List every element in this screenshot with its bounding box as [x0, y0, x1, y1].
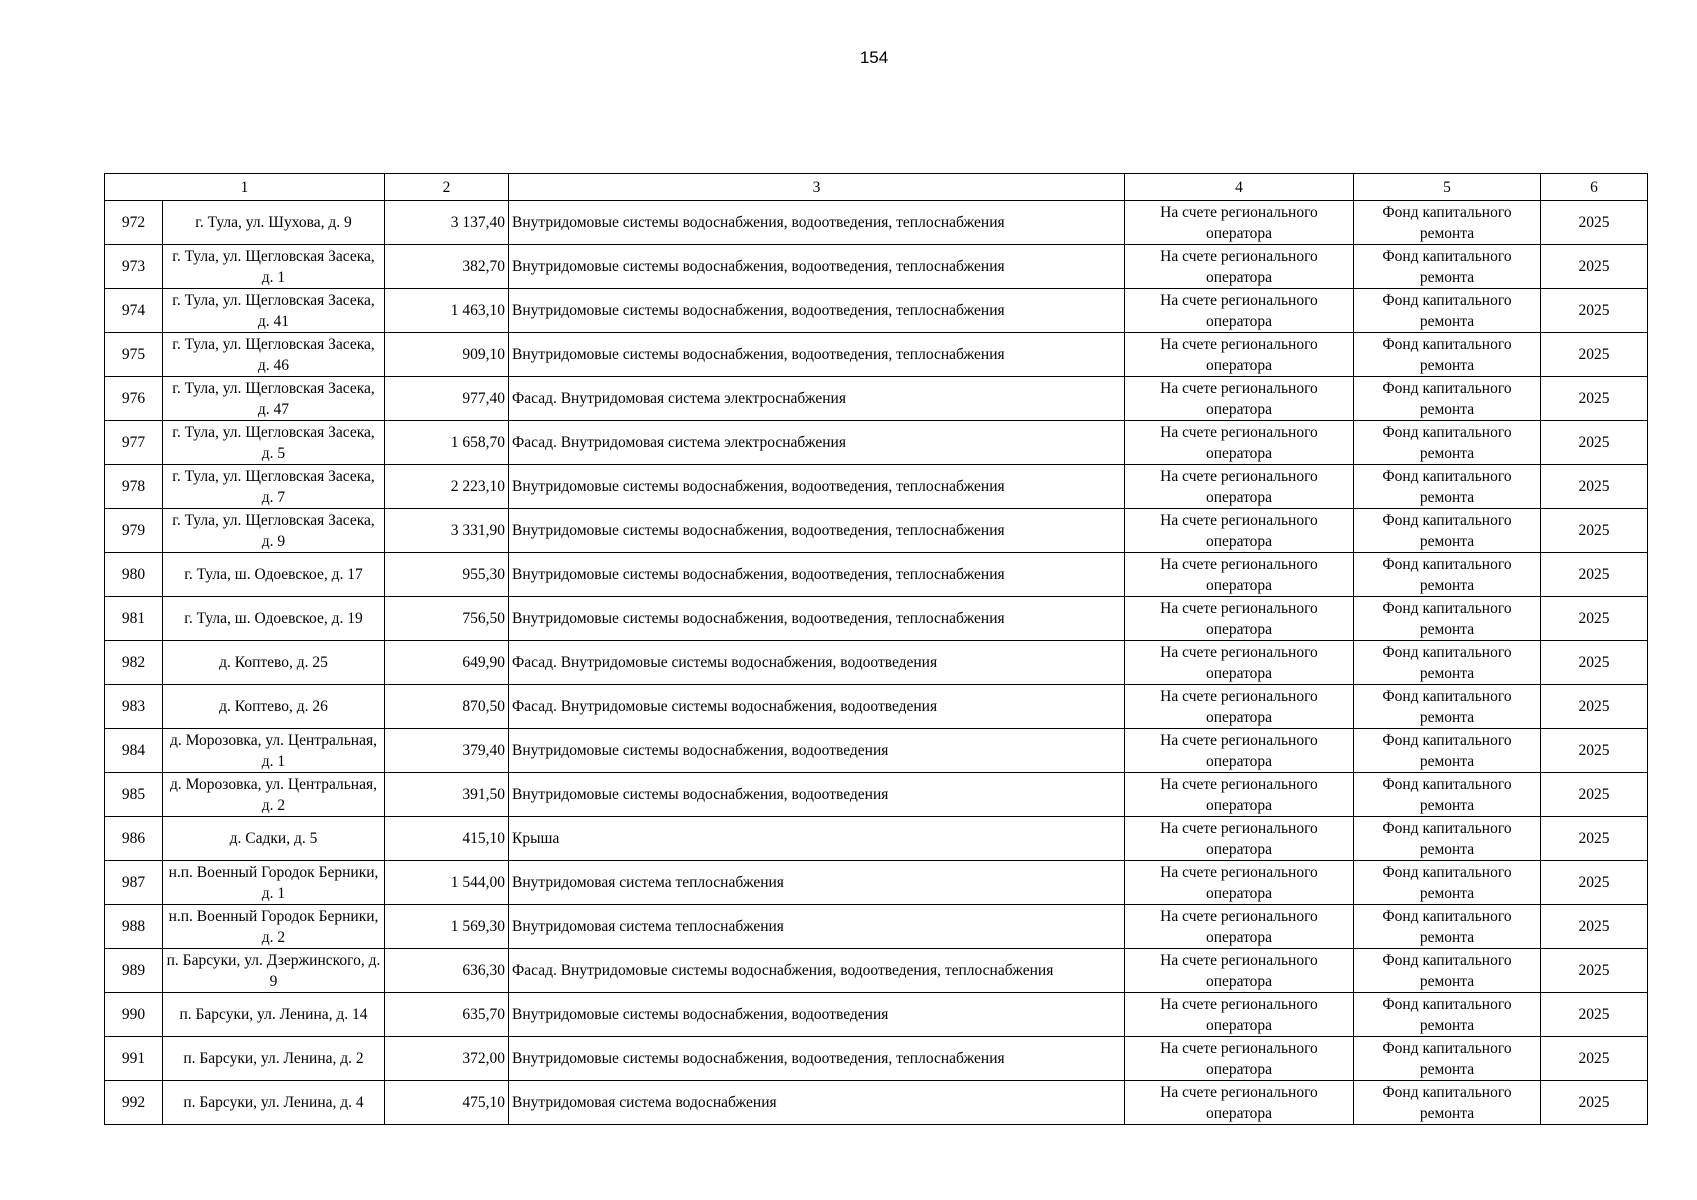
address-cell: г. Тула, ул. Щегловская Засека, д. 9 [163, 509, 385, 553]
row-number: 992 [105, 1081, 163, 1125]
year-cell: 2025 [1541, 993, 1648, 1037]
area-cell: 756,50 [385, 597, 509, 641]
funding-source-cell: Фонд капитального ремонта [1354, 377, 1541, 421]
account-cell: На счете регионального оператора [1125, 1081, 1354, 1125]
row-number: 989 [105, 949, 163, 993]
column-header-3: 3 [509, 174, 1125, 201]
row-number: 980 [105, 553, 163, 597]
row-number: 979 [105, 509, 163, 553]
account-cell: На счете регионального оператора [1125, 729, 1354, 773]
funding-source-cell: Фонд капитального ремонта [1354, 553, 1541, 597]
year-cell: 2025 [1541, 245, 1648, 289]
area-cell: 1 658,70 [385, 421, 509, 465]
account-cell: На счете регионального оператора [1125, 993, 1354, 1037]
year-cell: 2025 [1541, 905, 1648, 949]
year-cell: 2025 [1541, 949, 1648, 993]
area-cell: 870,50 [385, 685, 509, 729]
account-cell: На счете регионального оператора [1125, 421, 1354, 465]
table-row [105, 201, 1648, 245]
table-header [105, 174, 1648, 201]
funding-source-cell: Фонд капитального ремонта [1354, 201, 1541, 245]
year-cell: 2025 [1541, 377, 1648, 421]
funding-source-cell: Фонд капитального ремонта [1354, 993, 1541, 1037]
area-cell: 635,70 [385, 993, 509, 1037]
row-number: 984 [105, 729, 163, 773]
account-cell: На счете регионального оператора [1125, 861, 1354, 905]
year-cell: 2025 [1541, 553, 1648, 597]
area-cell: 977,40 [385, 377, 509, 421]
works-cell: Внутридомовые системы водоснабжения, водоотведения, теплоснабжения [509, 597, 1125, 641]
row-number: 976 [105, 377, 163, 421]
address-cell: н.п. Военный Городок Берники, д. 1 [163, 861, 385, 905]
account-cell: На счете регионального оператора [1125, 1037, 1354, 1081]
funding-source-cell: Фонд капитального ремонта [1354, 949, 1541, 993]
area-cell: 2 223,10 [385, 465, 509, 509]
area-cell: 1 569,30 [385, 905, 509, 949]
account-cell: На счете регионального оператора [1125, 377, 1354, 421]
header-row [105, 174, 1648, 201]
address-cell: п. Барсуки, ул. Дзержинского, д. 9 [163, 949, 385, 993]
table-row [105, 1081, 1648, 1125]
funding-source-cell: Фонд капитального ремонта [1354, 465, 1541, 509]
year-cell: 2025 [1541, 861, 1648, 905]
funding-source-cell: Фонд капитального ремонта [1354, 1081, 1541, 1125]
address-cell: д. Морозовка, ул. Центральная, д. 2 [163, 773, 385, 817]
account-cell: На счете регионального оператора [1125, 905, 1354, 949]
year-cell: 2025 [1541, 333, 1648, 377]
address-cell: п. Барсуки, ул. Ленина, д. 14 [163, 993, 385, 1037]
account-cell: На счете регионального оператора [1125, 817, 1354, 861]
account-cell: На счете регионального оператора [1125, 553, 1354, 597]
row-number: 985 [105, 773, 163, 817]
table-row [105, 421, 1648, 465]
table-row [105, 289, 1648, 333]
row-number: 983 [105, 685, 163, 729]
table-body [105, 201, 1648, 1125]
funding-source-cell: Фонд капитального ремонта [1354, 289, 1541, 333]
works-cell: Внутридомовые системы водоснабжения, водоотведения [509, 773, 1125, 817]
area-cell: 382,70 [385, 245, 509, 289]
area-cell: 955,30 [385, 553, 509, 597]
year-cell: 2025 [1541, 597, 1648, 641]
year-cell: 2025 [1541, 1037, 1648, 1081]
address-cell: п. Барсуки, ул. Ленина, д. 2 [163, 1037, 385, 1081]
address-cell: д. Коптево, д. 25 [163, 641, 385, 685]
year-cell: 2025 [1541, 729, 1648, 773]
works-cell: Внутридомовая система теплоснабжения [509, 905, 1125, 949]
area-cell: 1 544,00 [385, 861, 509, 905]
table-row [105, 861, 1648, 905]
funding-source-cell: Фонд капитального ремонта [1354, 641, 1541, 685]
works-cell: Внутридомовые системы водоснабжения, водоотведения, теплоснабжения [509, 201, 1125, 245]
works-cell: Крыша [509, 817, 1125, 861]
row-number: 975 [105, 333, 163, 377]
year-cell: 2025 [1541, 509, 1648, 553]
address-cell: г. Тула, ш. Одоевское, д. 17 [163, 553, 385, 597]
area-cell: 1 463,10 [385, 289, 509, 333]
works-cell: Внутридомовая система теплоснабжения [509, 861, 1125, 905]
registry-table [104, 173, 1648, 1125]
works-cell: Внутридомовые системы водоснабжения, водоотведения [509, 993, 1125, 1037]
works-cell: Фасад. Внутридомовые системы водоснабжения, водоотведения [509, 685, 1125, 729]
row-number: 991 [105, 1037, 163, 1081]
table-row [105, 377, 1648, 421]
row-number: 982 [105, 641, 163, 685]
row-number: 988 [105, 905, 163, 949]
funding-source-cell: Фонд капитального ремонта [1354, 245, 1541, 289]
address-cell: г. Тула, ул. Щегловская Засека, д. 7 [163, 465, 385, 509]
address-cell: г. Тула, ул. Шухова, д. 9 [163, 201, 385, 245]
table-row [105, 685, 1648, 729]
address-cell: г. Тула, ул. Щегловская Засека, д. 5 [163, 421, 385, 465]
funding-source-cell: Фонд капитального ремонта [1354, 597, 1541, 641]
table-row [105, 465, 1648, 509]
area-cell: 415,10 [385, 817, 509, 861]
account-cell: На счете регионального оператора [1125, 685, 1354, 729]
works-cell: Внутридомовые системы водоснабжения, водоотведения, теплоснабжения [509, 1037, 1125, 1081]
row-number: 974 [105, 289, 163, 333]
row-number: 973 [105, 245, 163, 289]
address-cell: п. Барсуки, ул. Ленина, д. 4 [163, 1081, 385, 1125]
address-cell: г. Тула, ул. Щегловская Засека, д. 47 [163, 377, 385, 421]
address-cell: г. Тула, ул. Щегловская Засека, д. 1 [163, 245, 385, 289]
address-cell: г. Тула, ул. Щегловская Засека, д. 41 [163, 289, 385, 333]
address-cell: д. Коптево, д. 26 [163, 685, 385, 729]
table-row [105, 553, 1648, 597]
works-cell: Внутридомовые системы водоснабжения, водоотведения [509, 729, 1125, 773]
year-cell: 2025 [1541, 465, 1648, 509]
works-cell: Фасад. Внутридомовая система электроснабжения [509, 421, 1125, 465]
address-cell: г. Тула, ш. Одоевское, д. 19 [163, 597, 385, 641]
row-number: 981 [105, 597, 163, 641]
address-cell: д. Садки, д. 5 [163, 817, 385, 861]
funding-source-cell: Фонд капитального ремонта [1354, 421, 1541, 465]
table-row [105, 773, 1648, 817]
column-header-2: 2 [385, 174, 509, 201]
account-cell: На счете регионального оператора [1125, 949, 1354, 993]
account-cell: На счете регионального оператора [1125, 201, 1354, 245]
row-number: 986 [105, 817, 163, 861]
address-cell: н.п. Военный Городок Берники, д. 2 [163, 905, 385, 949]
table-row [105, 905, 1648, 949]
funding-source-cell: Фонд капитального ремонта [1354, 905, 1541, 949]
row-number: 972 [105, 201, 163, 245]
table-row [105, 597, 1648, 641]
funding-source-cell: Фонд капитального ремонта [1354, 861, 1541, 905]
funding-source-cell: Фонд капитального ремонта [1354, 1037, 1541, 1081]
row-number: 990 [105, 993, 163, 1037]
column-header-6: 6 [1541, 174, 1648, 201]
area-cell: 475,10 [385, 1081, 509, 1125]
works-cell: Внутридомовые системы водоснабжения, водоотведения, теплоснабжения [509, 465, 1125, 509]
year-cell: 2025 [1541, 641, 1648, 685]
table-row [105, 993, 1648, 1037]
row-number: 978 [105, 465, 163, 509]
row-number: 977 [105, 421, 163, 465]
year-cell: 2025 [1541, 1081, 1648, 1125]
column-header-5: 5 [1354, 174, 1541, 201]
table-row [105, 1037, 1648, 1081]
table-row [105, 333, 1648, 377]
area-cell: 3 331,90 [385, 509, 509, 553]
column-header-4: 4 [1125, 174, 1354, 201]
area-cell: 649,90 [385, 641, 509, 685]
works-cell: Фасад. Внутридомовые системы водоснабжения, водоотведения [509, 641, 1125, 685]
works-cell: Внутридомовые системы водоснабжения, водоотведения, теплоснабжения [509, 553, 1125, 597]
area-cell: 3 137,40 [385, 201, 509, 245]
works-cell: Внутридомовые системы водоснабжения, водоотведения, теплоснабжения [509, 245, 1125, 289]
works-cell: Внутридомовые системы водоснабжения, водоотведения, теплоснабжения [509, 333, 1125, 377]
funding-source-cell: Фонд капитального ремонта [1354, 509, 1541, 553]
account-cell: На счете регионального оператора [1125, 289, 1354, 333]
table-row [105, 949, 1648, 993]
column-header-1: 1 [105, 174, 385, 201]
area-cell: 909,10 [385, 333, 509, 377]
year-cell: 2025 [1541, 201, 1648, 245]
area-cell: 372,00 [385, 1037, 509, 1081]
funding-source-cell: Фонд капитального ремонта [1354, 773, 1541, 817]
works-cell: Фасад. Внутридомовая система электроснабжения [509, 377, 1125, 421]
table-row [105, 641, 1648, 685]
address-cell: г. Тула, ул. Щегловская Засека, д. 46 [163, 333, 385, 377]
account-cell: На счете регионального оператора [1125, 245, 1354, 289]
area-cell: 379,40 [385, 729, 509, 773]
area-cell: 636,30 [385, 949, 509, 993]
funding-source-cell: Фонд капитального ремонта [1354, 729, 1541, 773]
year-cell: 2025 [1541, 773, 1648, 817]
year-cell: 2025 [1541, 421, 1648, 465]
address-cell: д. Морозовка, ул. Центральная, д. 1 [163, 729, 385, 773]
funding-source-cell: Фонд капитального ремонта [1354, 817, 1541, 861]
account-cell: На счете регионального оператора [1125, 597, 1354, 641]
account-cell: На счете регионального оператора [1125, 773, 1354, 817]
year-cell: 2025 [1541, 289, 1648, 333]
account-cell: На счете регионального оператора [1125, 465, 1354, 509]
table-row [105, 729, 1648, 773]
works-cell: Внутридомовая система водоснабжения [509, 1081, 1125, 1125]
table-row [105, 509, 1648, 553]
account-cell: На счете регионального оператора [1125, 333, 1354, 377]
year-cell: 2025 [1541, 685, 1648, 729]
funding-source-cell: Фонд капитального ремонта [1354, 685, 1541, 729]
account-cell: На счете регионального оператора [1125, 509, 1354, 553]
works-cell: Внутридомовые системы водоснабжения, водоотведения, теплоснабжения [509, 509, 1125, 553]
table-row [105, 245, 1648, 289]
account-cell: На счете регионального оператора [1125, 641, 1354, 685]
works-cell: Фасад. Внутридомовые системы водоснабжения, водоотведения, теплоснабжения [509, 949, 1125, 993]
year-cell: 2025 [1541, 817, 1648, 861]
page-number: 154 [859, 48, 889, 67]
area-cell: 391,50 [385, 773, 509, 817]
works-cell: Внутридомовые системы водоснабжения, водоотведения, теплоснабжения [509, 289, 1125, 333]
table-row [105, 817, 1648, 861]
funding-source-cell: Фонд капитального ремонта [1354, 333, 1541, 377]
row-number: 987 [105, 861, 163, 905]
